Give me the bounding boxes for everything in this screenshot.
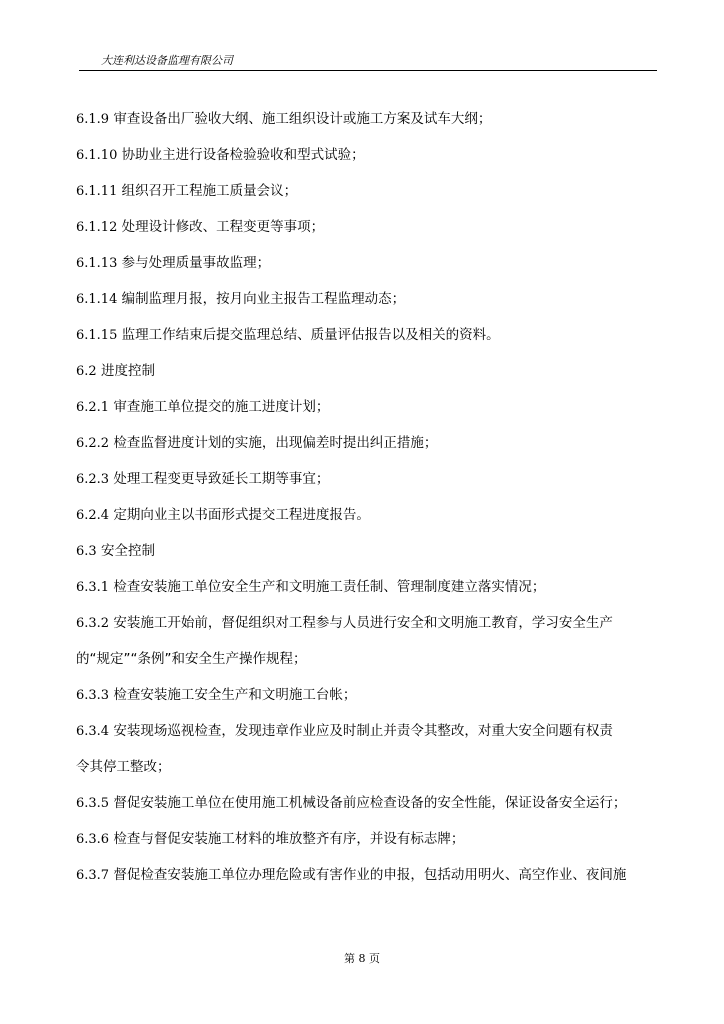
text-line: 6.3.5 督促安装施工单位在使用施工机械设备前应检查设备的安全性能，保证设备安全运行； — [76, 795, 627, 811]
text-line: 6.2.1 审查施工单位提交的施工进度计划； — [76, 399, 330, 415]
text-line: 6.2.3 处理工程变更导致延长工期等事宜； — [76, 471, 330, 487]
text-line: 6.3.6 检查与督促安装施工材料的堆放整齐有序，并设有标志牌； — [76, 831, 465, 847]
text-line: 6.3.7 督促检查安装施工单位办理危险或有害作业的申报，包括动用明火、高空作业、夜间施 — [76, 867, 627, 883]
text-line: 6.3.2 安装施工开始前，督促组织对工程参与人员进行安全和文明施工教育，学习安全生产 — [76, 615, 613, 631]
text-line-continuation: 令其停工整改； — [76, 759, 171, 775]
text-line: 6.1.9 审查设备出厂验收大纲、施工组织设计或施工方案及试车大纲； — [76, 111, 492, 127]
company-name: 大连利达设备监理有限公司 — [101, 54, 233, 67]
text-line: 6.1.15 监理工作结束后提交监理总结、质量评估报告以及相关的资料。 — [76, 327, 500, 343]
text-line: 6.3.3 检查安装施工安全生产和文明施工台帐； — [76, 687, 357, 703]
text-line: 6.3.1 检查安装施工单位安全生产和文明施工责任制、管理制度建立落实情况； — [76, 579, 546, 595]
text-line-continuation: 的“规定”“条例”和安全生产操作规程； — [76, 651, 307, 667]
text-line: 6.1.10 协助业主进行设备检验验收和型式试验； — [76, 147, 365, 163]
page-number: 第 8 页 — [344, 952, 380, 965]
text-line: 6.1.11 组织召开工程施工质量会议； — [76, 183, 298, 199]
section-heading: 6.3 安全控制 — [76, 543, 155, 559]
text-line: 6.3.4 安装现场巡视检查，发现违章作业应及时制止并责令其整改，对重大安全问题有权责 — [76, 723, 613, 739]
page-header — [79, 50, 657, 71]
section-heading: 6.2 进度控制 — [76, 363, 155, 379]
text-line: 6.2.4 定期向业主以书面形式提交工程进度报告。 — [76, 507, 370, 523]
text-line: 6.2.2 检查监督进度计划的实施，出现偏差时提出纠正措施； — [76, 435, 438, 451]
text-line: 6.1.13 参与处理质量事故监理； — [76, 255, 271, 271]
text-line: 6.1.12 处理设计修改、工程变更等事项； — [76, 219, 325, 235]
text-line: 6.1.14 编制监理月报，按月向业主报告工程监理动态； — [76, 291, 406, 307]
